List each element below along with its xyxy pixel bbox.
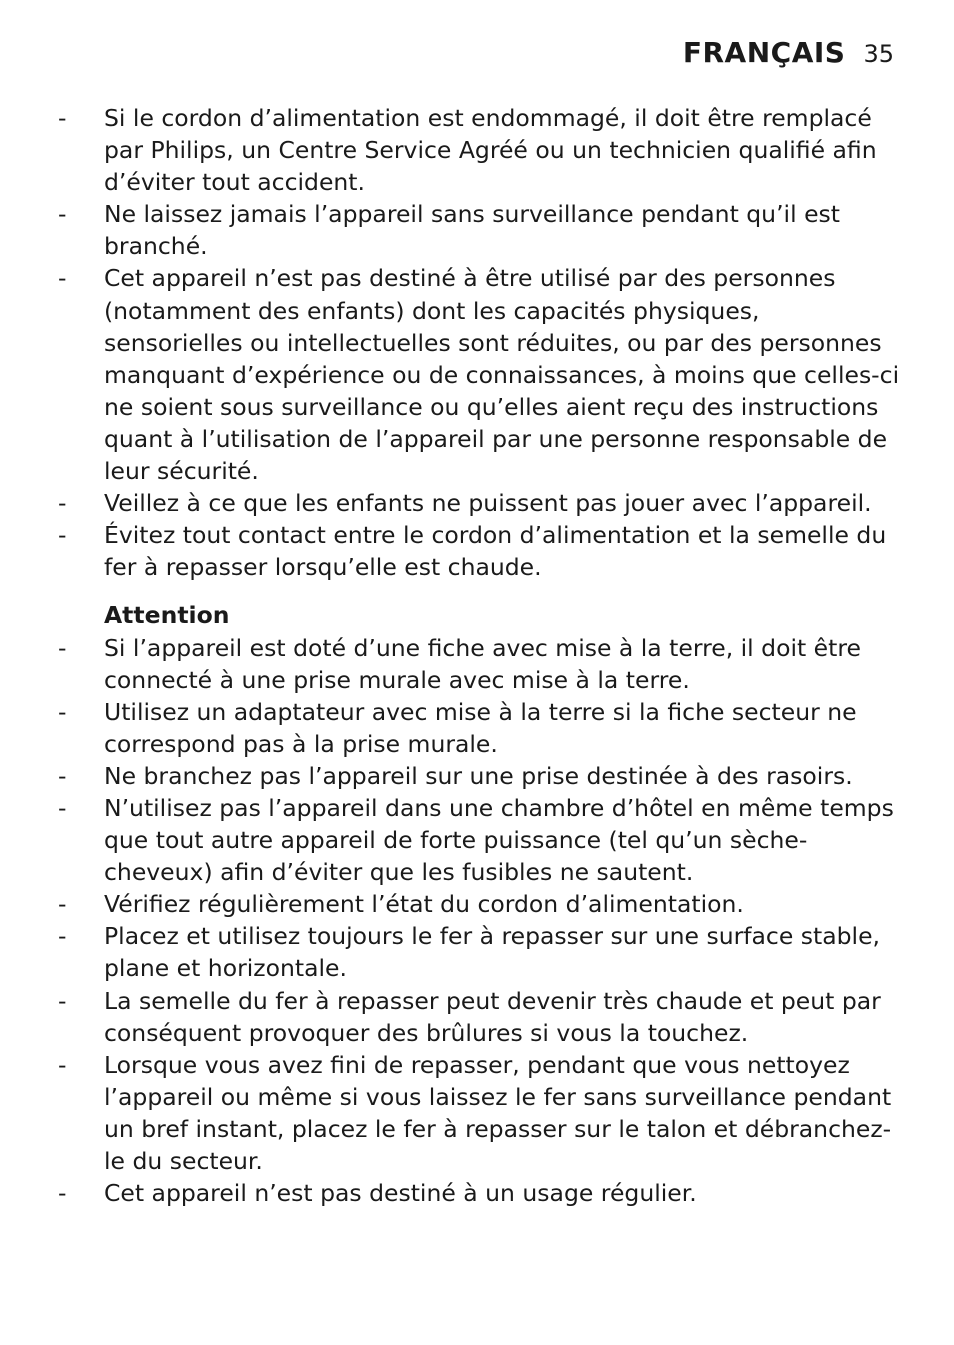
list-item xyxy=(58,760,904,792)
list-item-text: Si l’appareil est doté d’une fiche avec mise à la terre, il doit être connecté à une prise murale avec mise à la terre. xyxy=(104,633,861,694)
page-number: 35 xyxy=(863,40,894,68)
bullet-dash: - xyxy=(58,986,67,1015)
list-item xyxy=(58,632,904,696)
bullet-dash: - xyxy=(58,489,67,518)
page-header xyxy=(683,36,894,69)
list-item-text: La semelle du fer à repasser peut devenir très chaude et peut par conséquent provoquer des brûlures si vous la touchez. xyxy=(104,986,881,1047)
list-item-text: N’utilisez pas l’appareil dans une chambre d’hôtel en même temps que tout autre appareil de forte puissance (tel qu’un sèche-cheveux) afin d’éviter que les fusibles ne sautent. xyxy=(104,793,894,887)
list-item xyxy=(58,1177,904,1209)
list-item-text: Lorsque vous avez fini de repasser, pendant que vous nettoyez l’appareil ou même si vous laissez le fer sans surveillance pendant un bref instant, placez le fer à repasser sur le talon et débranchez-le du secteur. xyxy=(104,1050,892,1175)
list-item-text: Évitez tout contact entre le cordon d’alimentation et la semelle du fer à repasser lorsqu’elle est chaude. xyxy=(104,521,887,582)
bullet-dash: - xyxy=(58,264,67,293)
bullet-dash: - xyxy=(58,104,67,132)
list-item xyxy=(58,792,904,888)
list-item xyxy=(58,262,904,487)
list-item xyxy=(58,102,904,198)
bullet-dash: - xyxy=(58,697,67,726)
list-item-text: Cet appareil n’est pas destiné à un usage régulier. xyxy=(104,1179,697,1208)
list-item-text: Si le cordon d’alimentation est endommagé, il doit être remplacé par Philips, un Centre Service Agréé ou un technicien qualifié afin d’éviter tout accident. xyxy=(104,104,877,197)
bullet-dash: - xyxy=(58,200,67,229)
bullet-dash: - xyxy=(58,633,67,662)
attention-heading: Attention xyxy=(104,601,230,630)
bullet-dash: - xyxy=(58,761,67,790)
list-item xyxy=(58,985,904,1049)
bullet-dash: - xyxy=(58,1179,67,1208)
list-item-text: Veillez à ce que les enfants ne puissent pas jouer avec l’appareil. xyxy=(104,489,872,518)
list-item xyxy=(58,920,904,984)
language-label: FRANÇAIS xyxy=(682,36,846,69)
list-item-text: Utilisez un adaptateur avec mise à la terre si la fiche secteur ne correspond pas à la prise murale. xyxy=(104,697,857,758)
list-item-text: Vérifiez régulièrement l’état du cordon d’alimentation. xyxy=(104,890,744,919)
list-item-text: Ne laissez jamais l’appareil sans surveillance pendant qu’il est branché. xyxy=(104,200,840,261)
list-item xyxy=(58,487,904,519)
list-item xyxy=(58,198,904,262)
list-item-text: Cet appareil n’est pas destiné à être utilisé par des personnes (notamment des enfants) dont les capacités physiques, sensorielles ou intellectuelles sont réduites, ou par des personnes manquant d’expérience ou de connaissances, à moins que celles-ci ne soient sous surveillance ou qu’elles aient reçu des instructions quant à l’utilisation de l’appareil par une personne responsable de leur sécurité. xyxy=(104,264,900,486)
list-item xyxy=(58,1049,904,1177)
attention-list xyxy=(58,632,904,1210)
bullet-dash: - xyxy=(58,793,67,822)
bullet-dash: - xyxy=(58,521,67,550)
list-item xyxy=(58,888,904,920)
list-item xyxy=(58,519,904,583)
list-item-text: Placez et utilisez toujours le fer à repasser sur une surface stable, plane et horizontale. xyxy=(104,922,881,983)
bullet-dash: - xyxy=(58,922,67,951)
list-item-text: Ne branchez pas l’appareil sur une prise destinée à des rasoirs. xyxy=(104,761,853,790)
list-item xyxy=(58,696,904,760)
safety-list xyxy=(58,102,904,583)
bullet-dash: - xyxy=(58,890,67,919)
bullet-dash: - xyxy=(58,1050,67,1079)
page-content xyxy=(58,102,904,1209)
